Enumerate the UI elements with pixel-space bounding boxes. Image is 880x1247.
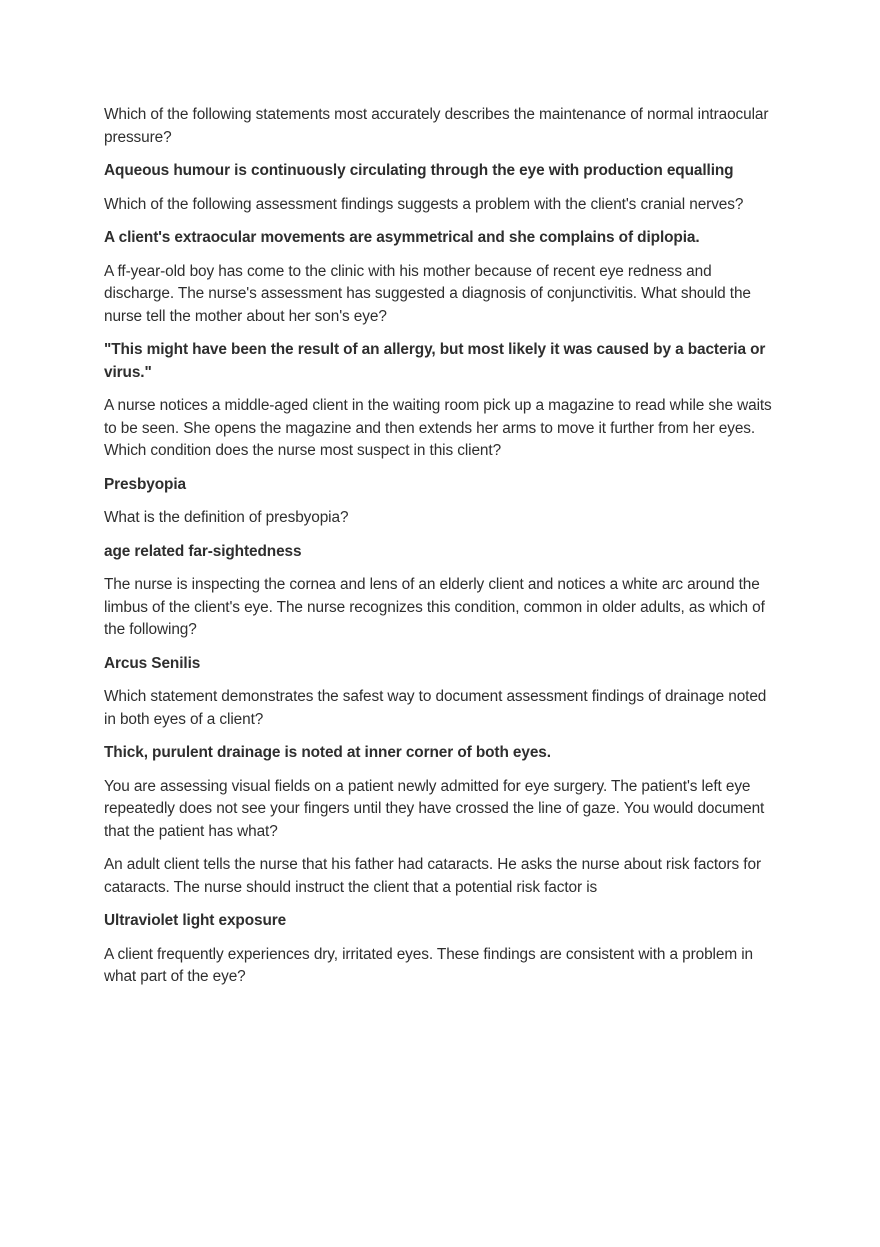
question-paragraph: The nurse is inspecting the cornea and lens of an elderly client and notices a white arc around the limbus of the client's eye. The nurse recognizes this condition, common in older adults, as which of the following? (104, 576, 765, 638)
question-paragraph: Which of the following statements most accurately describes the maintenance of normal intraocular pressure? (104, 106, 769, 146)
question-paragraph: You are assessing visual fields on a patient newly admitted for eye surgery. The patient's left eye repeatedly does not see your fingers until they have crossed the line of gaze. You would document that the patient has what? (104, 777, 765, 840)
question-paragraph: A ff-year-old boy has come to the clinic with his mother because of recent eye redness and discharge. The nurse's assessment has suggested a diagnosis of conjunctivitis. What should the nurse tell the mother about her son's eye? (104, 262, 751, 325)
document-body (104, 104, 776, 1000)
answer-paragraph: Arcus Senilis (104, 654, 201, 672)
question-paragraph: What is the definition of presbyopia? (104, 509, 349, 526)
answer-paragraph: Aqueous humour is continuously circulating through the eye with production equalling (104, 162, 734, 179)
answer-paragraph: "This might have been the result of an allergy, but most likely it was caused by a bacteria or virus." (104, 341, 766, 381)
answer-paragraph: Thick, purulent drainage is noted at inner corner of both eyes. (104, 744, 551, 761)
answer-paragraph: Ultraviolet light exposure (104, 912, 287, 929)
question-paragraph: A nurse notices a middle-aged client in the waiting room pick up a magazine to read while she waits to be seen. She opens the magazine and then extends her arms to move it further from her eyes. Which condition does the nurse most suspect in this client? (104, 397, 772, 459)
answer-paragraph: age related far-sightedness (104, 542, 302, 560)
answer-paragraph: Presbyopia (104, 475, 186, 493)
question-paragraph: A client frequently experiences dry, irritated eyes. These findings are consistent with a problem in what part of the eye? (104, 945, 754, 985)
answer-paragraph: A client's extraocular movements are asymmetrical and she complains of diplopia. (104, 229, 700, 246)
question-paragraph: Which statement demonstrates the safest way to document assessment findings of drainage noted in both eyes of a client? (104, 688, 767, 728)
question-paragraph: An adult client tells the nurse that his father had cataracts. He asks the nurse about risk factors for cataracts. The nurse should instruct the client that a potential risk factor is (104, 856, 761, 896)
question-paragraph: Which of the following assessment findings suggests a problem with the client's cranial nerves? (104, 195, 744, 213)
